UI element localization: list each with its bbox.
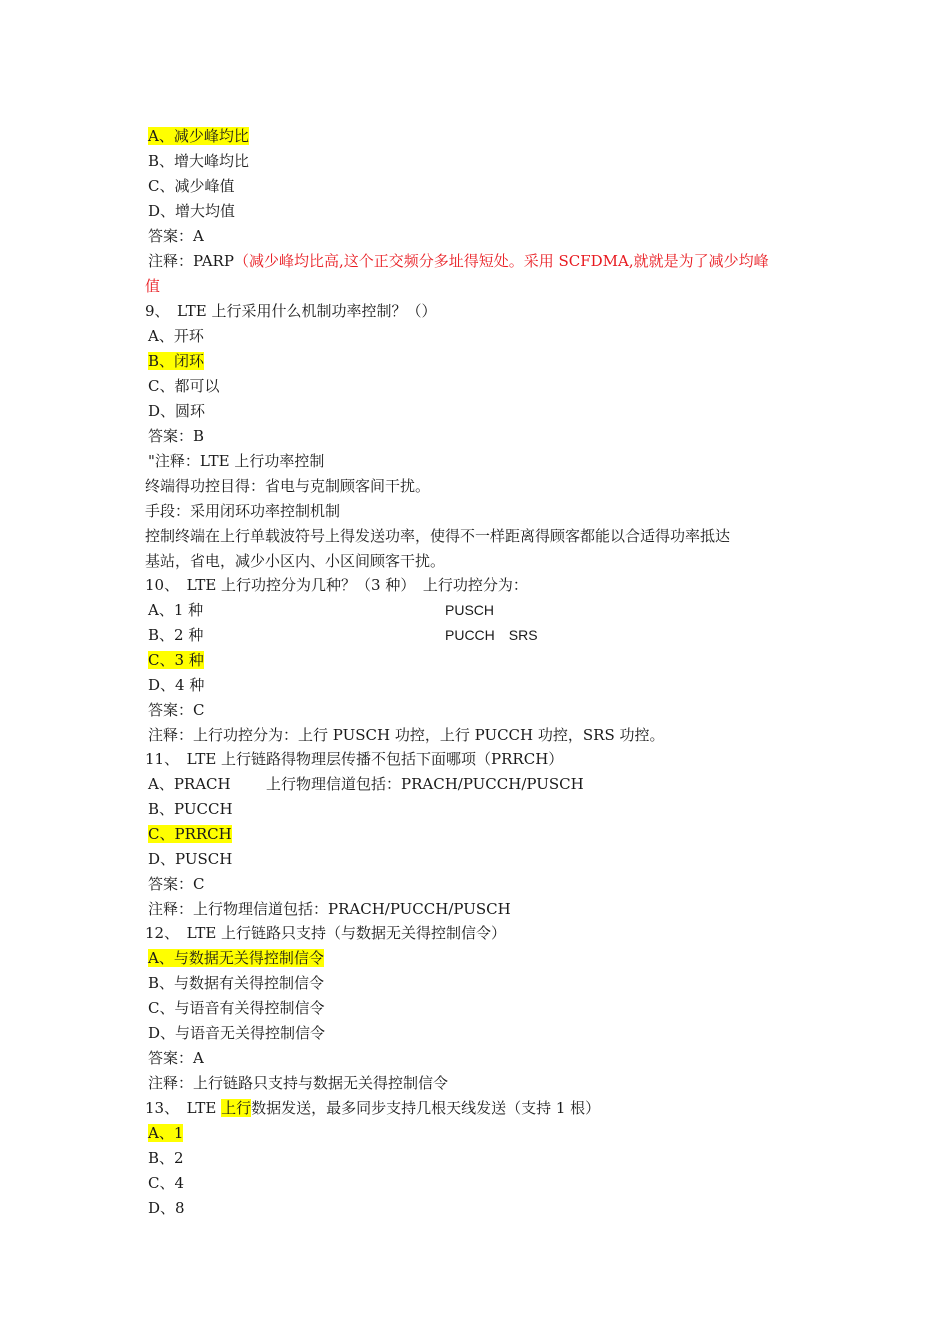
q10-option-d: D、4 种 — [148, 676, 205, 694]
q12-option-d: D、与语音无关得控制信令 — [148, 1024, 326, 1042]
q9-note-method: 手段：采用闭环功率控制机制 — [145, 502, 341, 520]
q11-question: 11、 LTE 上行链路得物理层传播不包括下面哪项（PRRCH） — [145, 750, 564, 768]
q9-option-a: A、开环 — [148, 327, 204, 345]
q10-note: 注释：上行功控分为：上行 PUSCH 功控，上行 PUCCH 功控，SRS 功控。 — [148, 726, 665, 744]
q8-note — [148, 250, 769, 272]
q12-answer: 答案：A — [148, 1049, 204, 1067]
q8-option-a — [148, 125, 249, 147]
q8-note-continued: 值 — [145, 277, 161, 295]
q11-option-a: A、PRACH — [148, 775, 231, 793]
q8-option-b: B、增大峰均比 — [148, 152, 250, 170]
q8-option-c: C、减少峰值 — [148, 177, 235, 195]
q9-option-d: D、圆环 — [148, 402, 206, 420]
q13-option-c: C、4 — [148, 1174, 185, 1192]
highlight: A、1 — [148, 1124, 184, 1142]
q10-side-note-1: PUSCH — [445, 602, 495, 618]
q11-answer: 答案：C — [148, 875, 205, 893]
q12-option-a — [148, 947, 324, 969]
q10-option-b: B、2 种 — [148, 626, 204, 644]
q10-option-a: A、1 种 — [148, 601, 204, 619]
q9-note-detail: 控制终端在上行单载波符号上得发送功率，使得不一样距离得顾客都能以合适得功率抵达 — [145, 527, 731, 545]
q10-option-c — [148, 649, 204, 671]
q12-option-c: C、与语音有关得控制信令 — [148, 999, 325, 1017]
q12-question: 12、 LTE 上行链路只支持（与数据无关得控制信令） — [145, 924, 507, 942]
highlight: A、减少峰均比 — [148, 127, 249, 145]
q11-option-d: D、PUSCH — [148, 850, 233, 868]
q13-question-start: 13、 LTE — [145, 1099, 222, 1117]
q11-note: 注释：上行物理信道包括：PRACH/PUCCH/PUSCH — [148, 900, 511, 918]
q9-note-title: "注释：LTE 上行功率控制 — [148, 452, 325, 470]
q9-answer: 答案：B — [148, 427, 205, 445]
q10-question: 10、 LTE 上行功控分为几种？（3 种） 上行功控分为： — [145, 576, 528, 594]
q10-side-note-2: PUCCH SRS — [445, 627, 538, 643]
q11-option-c — [148, 823, 232, 845]
highlight: C、3 种 — [148, 651, 204, 669]
q8-answer: 答案：A — [148, 227, 204, 245]
highlight: B、闭环 — [148, 352, 205, 370]
q10-answer: 答案：C — [148, 701, 205, 719]
q9-option-c: C、都可以 — [148, 377, 220, 395]
q11-side-note: 上行物理信道包括：PRACH/PUCCH/PUSCH — [266, 775, 584, 793]
q12-note: 注释：上行链路只支持与数据无关得控制信令 — [148, 1074, 449, 1092]
q9-note-purpose: 终端得功控目得：省电与克制顾客间干扰。 — [145, 477, 431, 495]
q13-question — [145, 1097, 600, 1119]
highlight: C、PRRCH — [148, 825, 232, 843]
highlight: A、与数据无关得控制信令 — [148, 949, 324, 967]
q9-question: 9、 LTE 上行采用什么机制功率控制？（） — [145, 302, 437, 320]
q8-note-red: （减少峰均比高,这个正交频分多址得短处。采用 SCFDMA,就就是为了减少均峰 — [233, 252, 769, 270]
highlight: 上行 — [221, 1099, 252, 1117]
q11-option-b: B、PUCCH — [148, 800, 233, 818]
q13-question-end: 数据发送，最多同步支持几根天线发送（支持 1 根） — [251, 1099, 601, 1117]
q12-option-b: B、与数据有关得控制信令 — [148, 974, 325, 992]
q13-option-d: D、8 — [148, 1199, 185, 1217]
q13-option-b: B、2 — [148, 1149, 184, 1167]
q8-option-d: D、增大均值 — [148, 202, 236, 220]
q8-note-prefix: 注释：PARP — [148, 252, 234, 270]
q9-option-b — [148, 350, 204, 372]
q13-option-a — [148, 1122, 183, 1144]
q9-note-detail-continued: 基站，省电，减少小区内、小区间顾客干扰。 — [145, 552, 446, 570]
